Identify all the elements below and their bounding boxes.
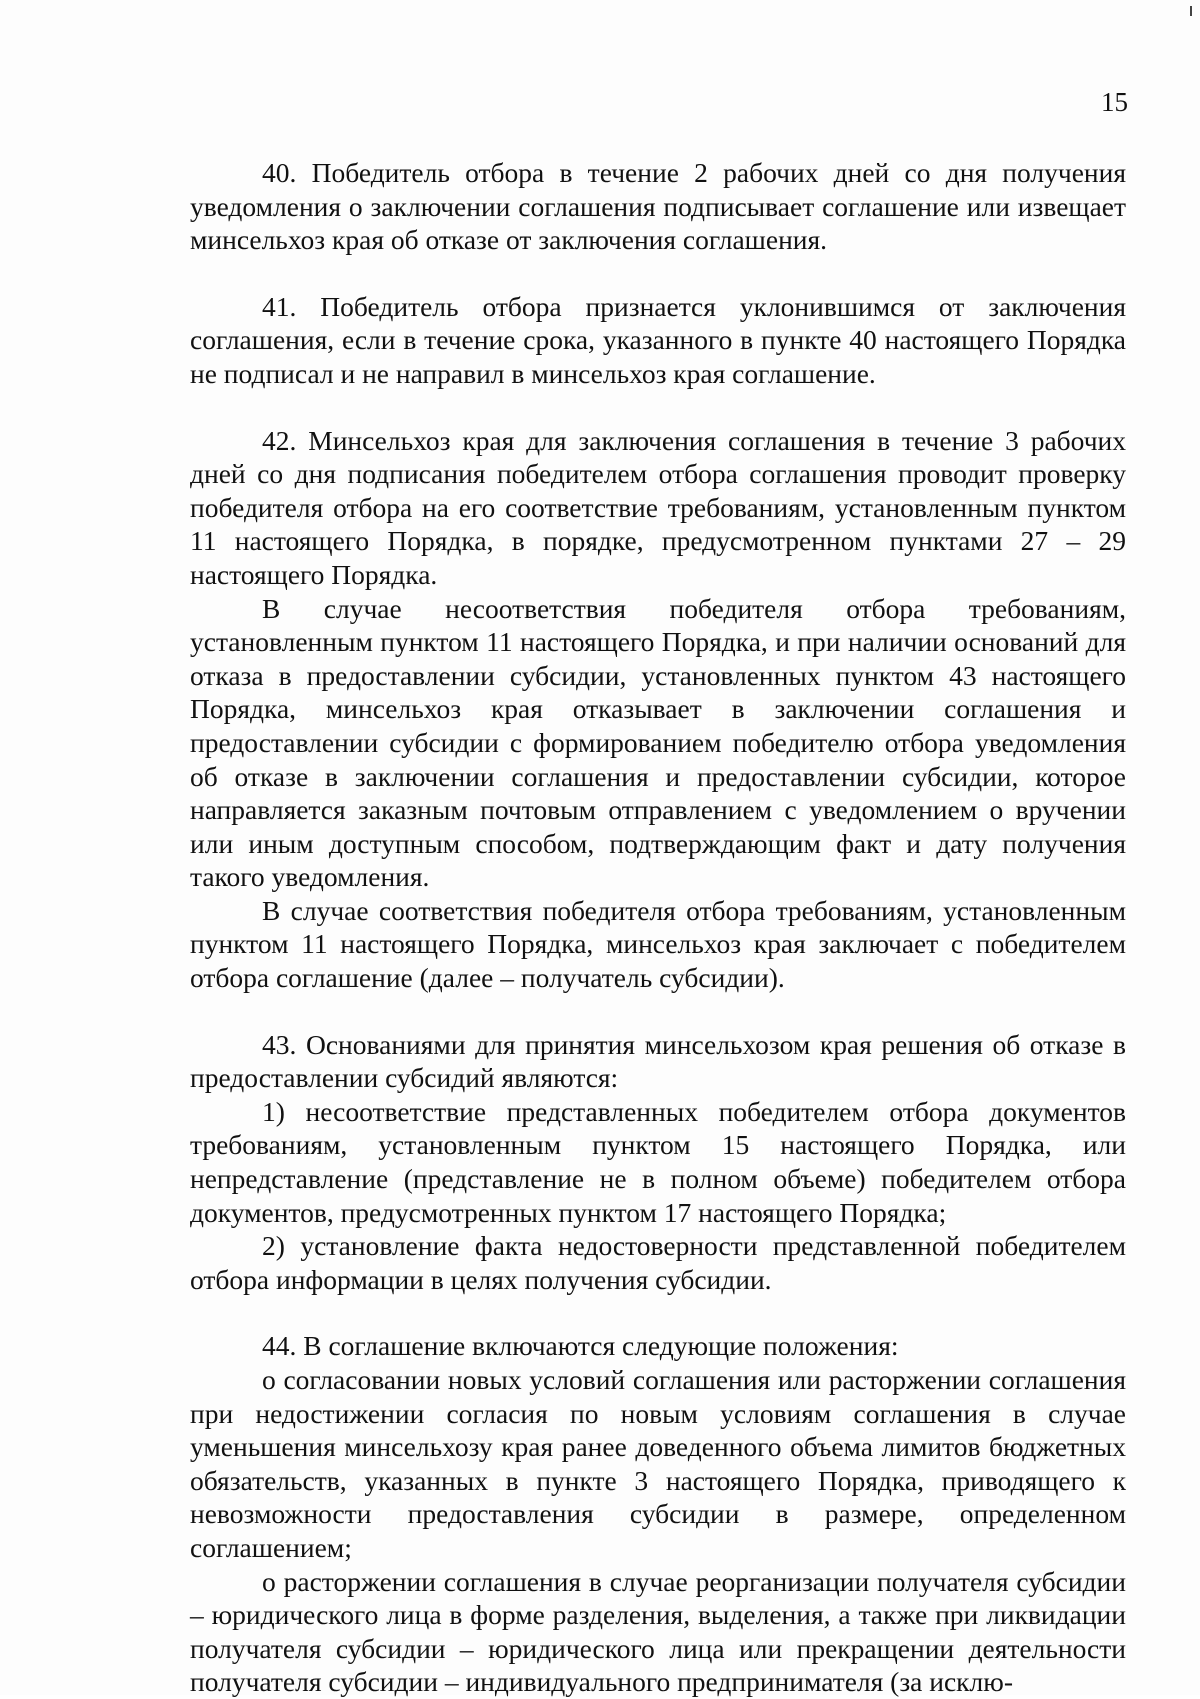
paragraph-44-provision-2: о расторжении соглашения в случае реорганизации получателя субсидии – юридического лица в форме разделения, выделения, а также при ликвидации получателя субсидии – юридического лица или прекращении деятельности получателя субсидии – индивидуального предпринимателя (за исклю- xyxy=(190,1565,1126,1698)
paragraph-42-conformity: В случае соответствия победителя отбора требованиям, установленным пунктом 11 настоящего Порядка, минсельхоз края заключает с победителем отбора соглашение (далее – получатель субсидии). xyxy=(190,894,1126,994)
scan-edge-mark xyxy=(1190,6,1192,16)
paragraph-43: 43. Основаниями для принятия минсельхозом края решения об отказе в предоставлении субсидий являются: xyxy=(190,1028,1126,1094)
paragraph-42: 42. Минсельхоз края для заключения соглашения в течение 3 рабочих дней со дня подписания победителем отбора соглашения проводит проверку победителя отбора на его соответствие требованиям, установленным пунктом 11 настоящего Порядка, в порядке, предусмотренном пунктами 27 – 29 настоящего Порядка. xyxy=(190,424,1126,590)
paragraph-44-provision-1: о согласовании новых условий соглашения или расторжении соглашения при недостижении согласия по новым условиям соглашения в случае уменьшения минсельхозу края ранее доведенного объема лимитов бюджетных обязательств, указанных в пункте 3 настоящего Порядка, приводящего к невозможности предоставления субсидии в размере, определенном соглашением; xyxy=(190,1364,1126,1563)
paragraph-40: 40. Победитель отбора в течение 2 рабочих дней со дня получения уведомления о заключении соглашения подписывает соглашение или извещает минсельхоз края об отказе от заключения соглашения. xyxy=(190,157,1126,256)
document-body xyxy=(190,156,1126,1699)
paragraph-44: 44. В соглашение включаются следующие положения: xyxy=(262,1330,899,1362)
paragraph-43-item-2: 2) установление факта недостоверности представленной победителем отбора информации в целях получения субсидии. xyxy=(190,1230,1126,1295)
paragraph-41: 41. Победитель отбора признается уклонившимся от заключения соглашения, если в течение срока, указанного в пункте 40 настоящего Порядка не подписал и не направил в минсельхоз края соглашение. xyxy=(190,290,1126,389)
paragraph-42-nonconformity: В случае несоответствия победителя отбора требованиям, установленным пунктом 11 настоящего Порядка, и при наличии оснований для отказа в предоставлении субсидии, установленных пунктом 43 настоящего Порядка, минсельхоз края отказывает в заключении соглашения и предоставлении субсидии с формированием победителю отбора уведомления об отказе в заключении соглашения и предоставлении субсидии, которое направляется заказным почтовым отправлением с уведомлением о вручении или иным доступным способом, подтверждающим факт и дату получения такого уведомления. xyxy=(190,592,1126,893)
page-number: 15 xyxy=(1101,87,1128,117)
paragraph-43-item-1: 1) несоответствие представленных победителем отбора документов требованиям, установленным пунктом 15 настоящего Порядка, или непредставление (представление не в полном объеме) победителем отбора документов, предусмотренных пунктом 17 настоящего Порядка; xyxy=(190,1095,1126,1228)
